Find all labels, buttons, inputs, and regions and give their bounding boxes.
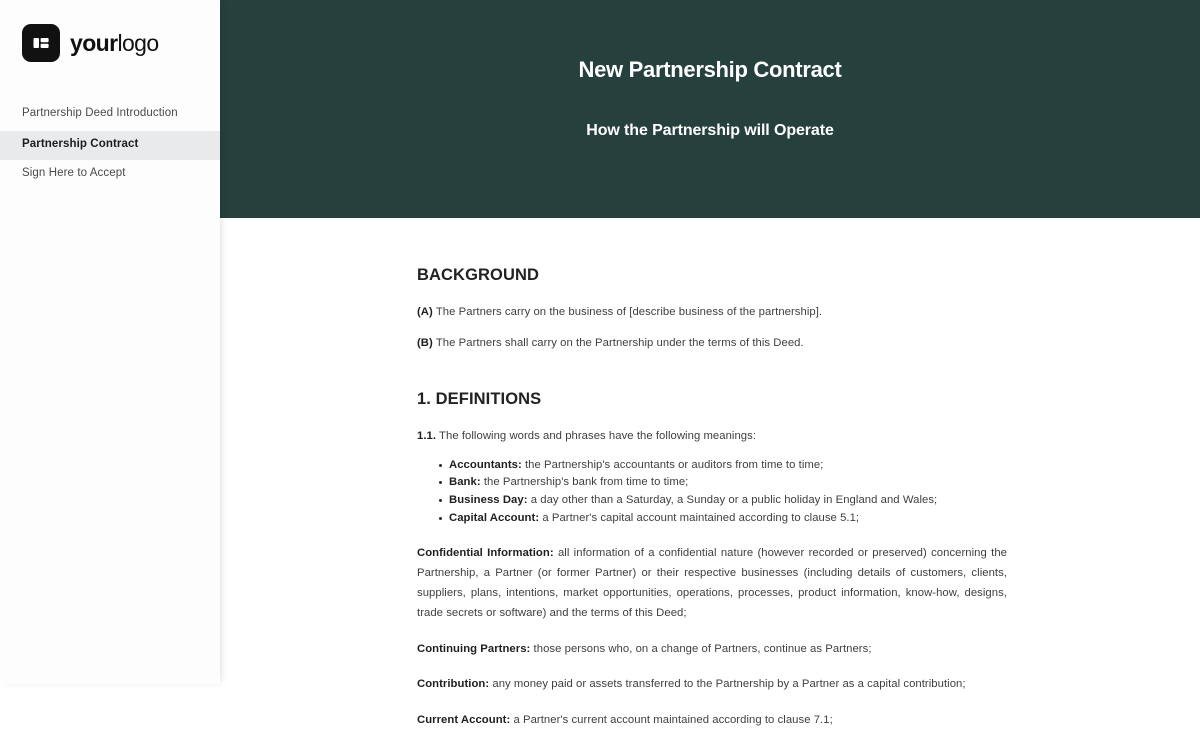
definition-term: Business Day: [449, 493, 528, 506]
layout-block-icon [22, 24, 60, 62]
definition-term: Confidential Information: [417, 547, 554, 560]
brand-name [70, 29, 159, 56]
definition-text: a Partner's current account maintained according to clause 7.1; [513, 714, 833, 727]
list-item [439, 474, 1025, 492]
definition-text: the Partnership's bank from time to time; [483, 476, 689, 489]
page-title: New Partnership Contract [578, 57, 842, 82]
sidebar-item-sign-here-to-accept[interactable]: Sign Here to Accept [22, 166, 126, 179]
definition-term: Contribution: [417, 678, 490, 691]
list-item [439, 492, 1025, 510]
clause-1-1 [417, 428, 1025, 446]
definition-term: Accountants: [449, 458, 522, 471]
clause-a-text: The Partners carry on the business of [describe business of the partnership]. [435, 306, 823, 318]
document-pane[interactable] [220, 0, 1200, 727]
definition-text: a Partner's capital account maintained according to clause 5.1; [542, 511, 860, 524]
clause-b-text: The Partners shall carry on the Partnership under the terms of this Deed. [435, 336, 804, 349]
clause-1-1-number: 1.1. [417, 430, 437, 442]
definition-term: Continuing Partners: [417, 642, 531, 655]
definition-continuing-partners [417, 640, 1007, 660]
sidebar-nav [0, 100, 220, 188]
brand-name-light: logo [117, 29, 159, 56]
sidebar-item-partnership-deed-introduction[interactable]: Partnership Deed Introduction [22, 107, 178, 119]
page-subtitle: How the Partnership will Operate [586, 121, 834, 139]
sidebar-item-partnership-contract[interactable]: Partnership Contract [0, 131, 220, 159]
definition-contribution [417, 675, 1007, 695]
definition-term: Current Account: [417, 714, 511, 727]
definition-current-account [417, 711, 1007, 731]
brand-name-bold: your [70, 29, 118, 56]
clause-b-label: (B) [417, 336, 433, 349]
clause-b [417, 335, 1025, 353]
list-item [439, 510, 1025, 528]
sidebar [0, 0, 220, 684]
definitions-bullet-list [417, 457, 1025, 528]
document-header-banner [220, 0, 1200, 218]
section-heading-definitions: 1. DEFINITIONS [417, 390, 542, 408]
clause-a [417, 304, 1025, 322]
definition-text: any money paid or assets transferred to the Partnership by a Partner as a capital contribution; [492, 678, 966, 691]
definition-term: Capital Account: [449, 511, 540, 524]
definition-term: Bank: [449, 476, 481, 489]
definition-text: all information of a confidential nature (however recorded or preserved) concerning the Partnership, a Partner (or former Partner) or their respective businesses (including details of customers, clients, suppliers, plans, intentions, market opportunities, operations, processes, product information, know-how, designs, trade secrets or software) and the terms of this Deed; [417, 547, 1007, 619]
document-body [220, 218, 1200, 731]
definition-confidential-information [417, 544, 1007, 623]
clause-1-1-text: The following words and phrases have the following meanings: [439, 430, 757, 442]
definition-text: a day other than a Saturday, a Sunday or a public holiday in England and Wales; [530, 493, 938, 506]
brand-logo[interactable] [0, 22, 220, 64]
definition-text: those persons who, on a change of Partners, continue as Partners; [533, 642, 872, 655]
section-heading-background: BACKGROUND [417, 266, 539, 284]
definition-text: the Partnership's accountants or auditors from time to time; [524, 458, 824, 471]
list-item [439, 457, 1025, 475]
clause-a-label: (A) [417, 306, 433, 318]
